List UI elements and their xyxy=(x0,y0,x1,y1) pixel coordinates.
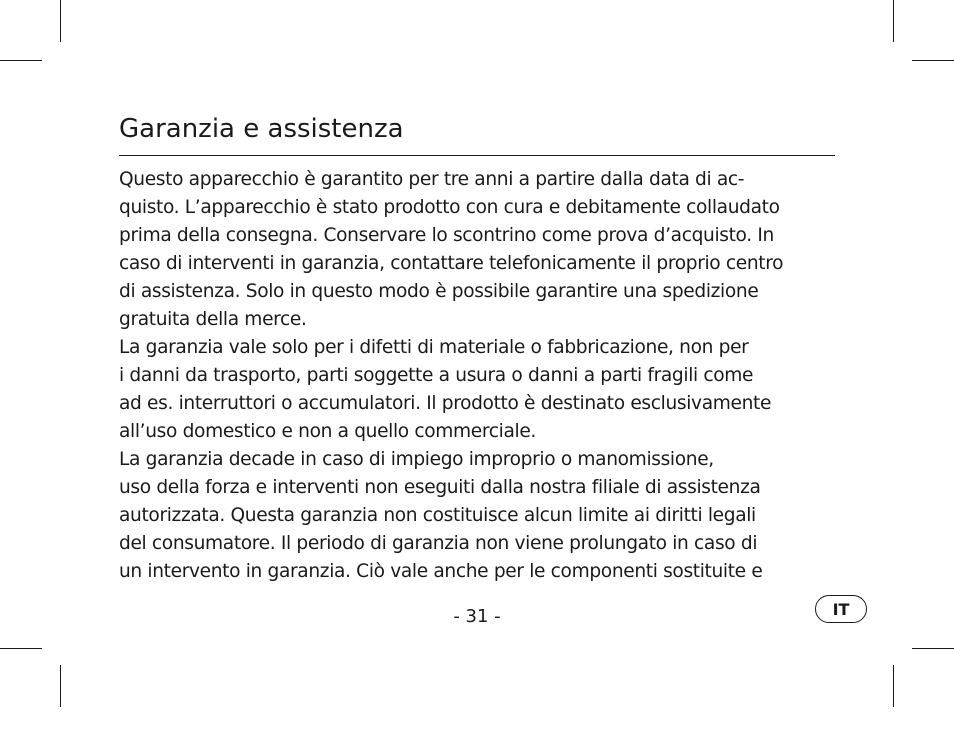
body-line: del consumatore. Il periodo di garanzia non viene prolungato in caso di xyxy=(119,533,758,554)
language-badge: IT xyxy=(815,595,867,623)
body-line: autorizzata. Questa garanzia non costituisce alcun limite ai diritti legali xyxy=(119,505,756,526)
page-title: Garanzia e assistenza xyxy=(119,114,404,144)
crop-mark-top-left-vertical xyxy=(60,0,61,42)
body-line: un intervento in garanzia. Ciò vale anche per le componenti sostituite e xyxy=(119,561,763,582)
warranty-body-text xyxy=(119,166,859,586)
crop-mark-bottom-right-horizontal xyxy=(912,648,954,649)
body-line: prima della consegna. Conservare lo scontrino come prova d’acquisto. In xyxy=(119,225,774,246)
crop-mark-top-right-vertical xyxy=(893,0,894,42)
crop-mark-bottom-right-vertical xyxy=(893,665,894,707)
body-line: Questo apparecchio è garantito per tre anni a partire dalla data di ac- xyxy=(119,169,745,190)
crop-mark-bottom-left-horizontal xyxy=(0,648,42,649)
body-line: uso della forza e interventi non eseguiti dalla nostra filiale di assistenza xyxy=(119,477,761,498)
body-line: ad es. interruttori o accumulatori. Il prodotto è destinato esclusivamente xyxy=(119,393,772,414)
body-line: La garanzia vale solo per i difetti di materiale o fabbricazione, non per xyxy=(119,337,749,358)
crop-mark-top-right-horizontal xyxy=(912,60,954,61)
page-number: - 31 - xyxy=(453,606,501,627)
body-line: quisto. L’apparecchio è stato prodotto con cura e debitamente collaudato xyxy=(119,197,780,218)
body-line: di assistenza. Solo in questo modo è possibile garantire una spedizione xyxy=(119,281,759,302)
crop-mark-top-left-horizontal xyxy=(0,60,42,61)
body-line: caso di interventi in garanzia, contattare telefonicamente il proprio centro xyxy=(119,253,784,274)
body-line: i danni da trasporto, parti soggette a usura o danni a parti fragili come xyxy=(119,365,754,386)
body-line: all’uso domestico e non a quello commerciale. xyxy=(119,421,536,442)
body-line: gratuita della merce. xyxy=(119,309,307,330)
title-underline xyxy=(119,155,835,156)
crop-mark-bottom-left-vertical xyxy=(60,665,61,707)
body-line: La garanzia decade in caso di impiego improprio o manomissione, xyxy=(119,449,714,470)
